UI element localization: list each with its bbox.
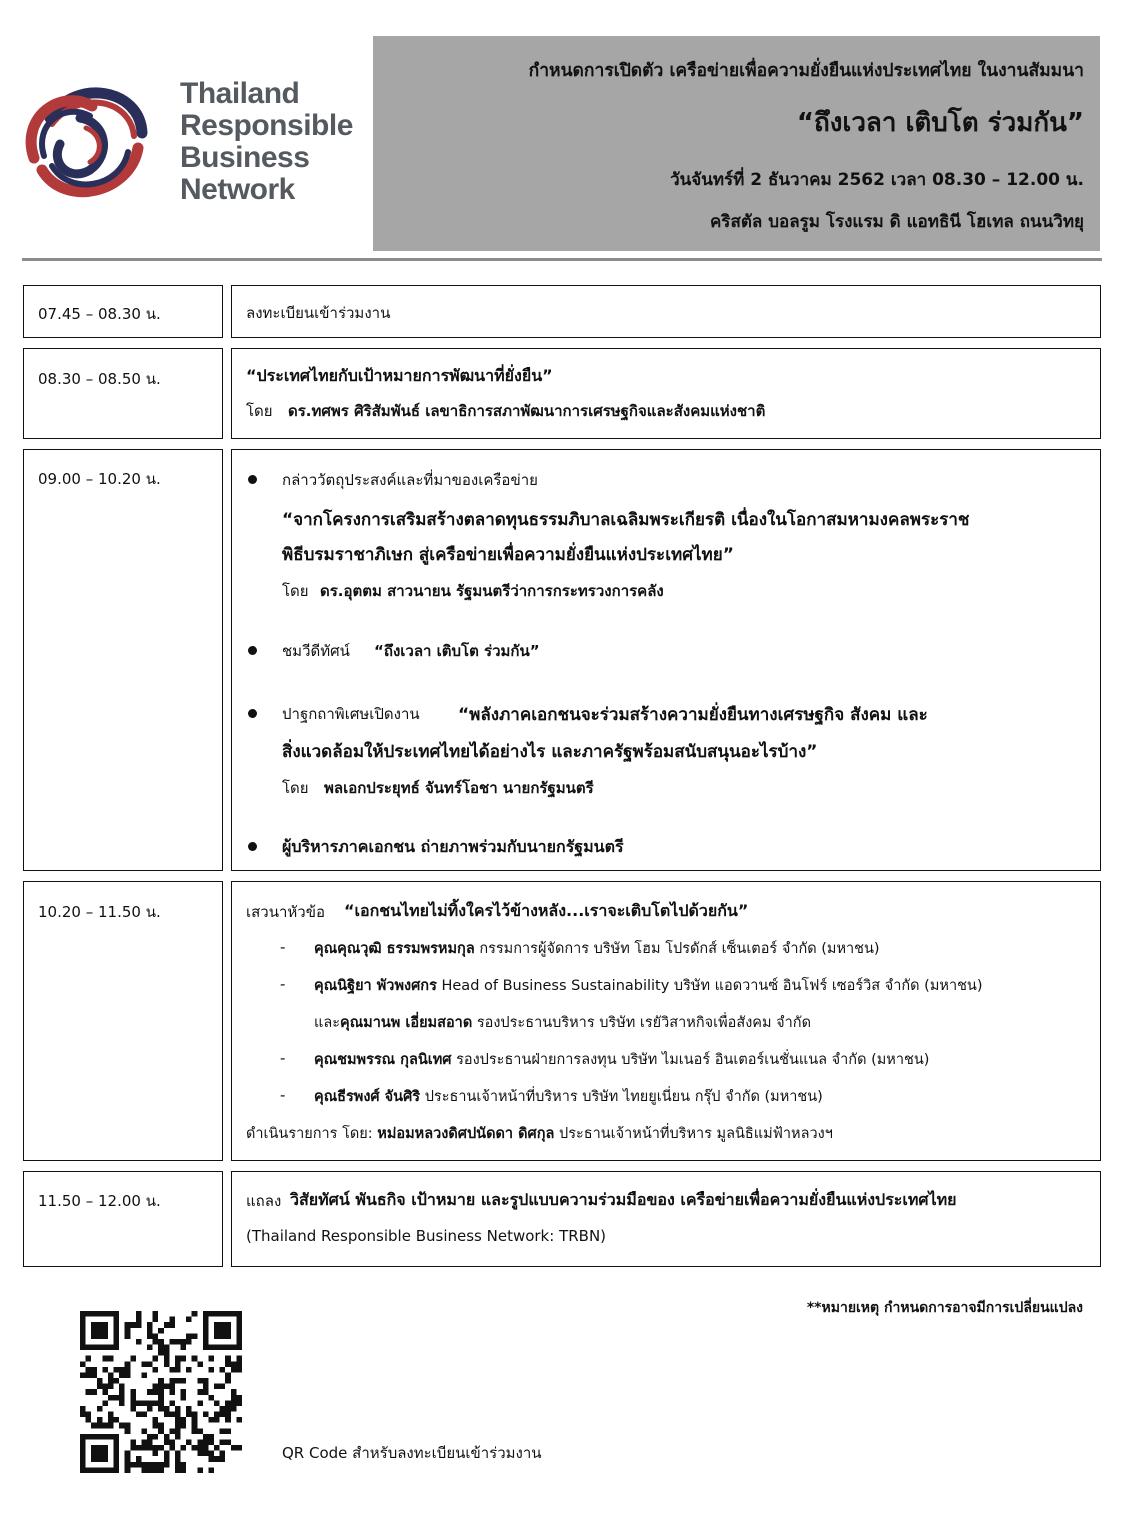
agenda-cell — [231, 348, 1101, 439]
event-venue: คริสตัล บอลรูม โรงแรม ดิ แอทธินี โฮเทล ถนนวิทยุ — [709, 212, 1084, 232]
session-title: “จากโครงการเสริมสร้างตลาดทุนธรรมภิบาลเฉลิมพระเกียรติ เนื่องในโอกาสมหามงคลพระราช — [282, 510, 970, 530]
announce-label: แถลง — [246, 1192, 282, 1210]
by-label: โดย — [282, 779, 309, 797]
moderator-name: หม่อมหลวงดิศปนัดดา ดิศกุล — [377, 1126, 555, 1142]
panelist-name: คุณนิฐิยา พัวพงศกร — [314, 978, 437, 994]
moderator-role: ประธานเจ้าหน้าที่บริหาร มูลนิธิแม่ฟ้าหลวงฯ — [559, 1126, 833, 1142]
qr-caption: QR Code สำหรับลงทะเบียนเข้าร่วมงาน — [282, 1444, 542, 1462]
session-title: วิสัยทัศน์ พันธกิจ เป้าหมาย และรูปแบบความร่วมมือของ เครือข่ายเพื่อความยั่งยืนแห่งประเทศไทย — [290, 1190, 957, 1209]
panel-topic: “เอกชนไทยไม่ทิ้งใครไว้ข้างหลัง...เราจะเติบโตไปด้วยกัน” — [344, 901, 749, 920]
panelist-role: กรรมการผู้จัดการ บริษัท โฮม โปรดักส์ เซ็นเตอร์ จำกัด (มหาชน) — [479, 941, 880, 957]
agenda-cell — [231, 1171, 1101, 1267]
speaker: ดร.อุตตม สาวนายน รัฐมนตรีว่าการกระทรวงการคลัง — [320, 582, 664, 600]
bullet-icon — [248, 842, 257, 851]
time-slot: 08.30 – 08.50 น. — [38, 370, 161, 388]
time-cell — [23, 1171, 223, 1267]
session-title: “ประเทศไทยกับเป้าหมายการพัฒนาที่ยั่งยืน” — [246, 366, 553, 385]
panelist-name: คุณมานพ เอี่ยมสอาด — [340, 1015, 473, 1031]
qr-code-icon[interactable] — [80, 1311, 242, 1473]
moderator — [246, 1122, 833, 1145]
panelist-name: คุณธีรพงศ์ จันศิริ — [314, 1089, 421, 1105]
org-name-line: Responsible — [180, 109, 353, 142]
dash-icon: - — [280, 1049, 286, 1067]
event-header — [373, 36, 1100, 251]
topic-label: เสวนาหัวข้อ — [246, 903, 325, 921]
time-cell — [23, 881, 223, 1161]
session-title: พิธีบรมราชาภิเษก สู่เครือข่ายเพื่อความยั่งยืนแห่งประเทศไทย” — [282, 545, 734, 565]
panelist-name: คุณชมพรรณ กุลนิเทศ — [314, 1052, 452, 1068]
panelist-role: ประธานเจ้าหน้าที่บริหาร บริษัท ไทยยูเนี่ยน กรุ๊ป จำกัด (มหาชน) — [424, 1089, 823, 1105]
event-datetime: วันจันทร์ที่ 2 ธันวาคม 2562 เวลา 08.30 – 12.00 น. — [670, 170, 1084, 190]
panelist — [314, 937, 880, 960]
schedule-note: **หมายเหตุ กำหนดการอาจมีการเปลี่ยนแปลง — [806, 1300, 1083, 1316]
time-cell — [23, 449, 223, 871]
time-slot: 11.50 – 12.00 น. — [38, 1192, 161, 1210]
panelist-prefix: และ — [314, 1015, 341, 1031]
panelist — [314, 1085, 823, 1108]
item-label: กล่าววัตถุประสงค์และที่มาของเครือข่าย — [282, 471, 538, 489]
item-label: ปาฐกถาพิเศษเปิดงาน — [282, 705, 420, 723]
time-cell — [23, 348, 223, 439]
bullet-icon — [248, 646, 257, 655]
item-label: ชมวีดีทัศน์ — [282, 642, 350, 660]
time-cell — [23, 285, 223, 338]
agenda-cell — [231, 881, 1101, 1161]
speaker: พลเอกประยุทธ์ จันทร์โอชา นายกรัฐมนตรี — [324, 779, 594, 797]
speaker: ดร.ทศพร ศิริสัมพันธ์ เลขาธิการสภาพัฒนาการเศรษฐกิจและสังคมแห่งชาติ — [288, 402, 766, 420]
panelist-role: Head of Business Sustainability บริษัท แอดวานซ์ อินโฟร์ เซอร์วิส จำกัด (มหาชน) — [441, 978, 983, 994]
time-slot: 09.00 – 10.20 น. — [38, 470, 161, 488]
panelist — [314, 974, 983, 997]
event-title: “ถึงเวลา เติบโต ร่วมกัน” — [796, 108, 1084, 138]
dash-icon: - — [280, 938, 286, 956]
org-name-line: Network — [180, 173, 295, 206]
panelist — [314, 1011, 811, 1034]
session-subtitle: (Thailand Responsible Business Network: TRBN) — [246, 1227, 607, 1245]
agenda-cell — [231, 449, 1101, 871]
bullet-icon — [248, 475, 257, 484]
trbn-logo-icon — [20, 78, 160, 208]
panelist-role: รองประธานฝ่ายการลงทุน บริษัท ไมเนอร์ อินเตอร์เนชั่นแนล จำกัด (มหาชน) — [456, 1052, 930, 1068]
video-title: “ถึงเวลา เติบโต ร่วมกัน” — [374, 642, 540, 660]
panelist — [314, 1048, 929, 1071]
bullet-icon — [248, 709, 257, 718]
session-title: สิ่งแวดล้อมให้ประเทศไทยได้อย่างไร และภาครัฐพร้อมสนับสนุนอะไรบ้าง” — [282, 742, 818, 762]
header-divider — [22, 258, 1102, 261]
time-slot: 10.20 – 11.50 น. — [38, 903, 161, 921]
agenda-cell — [231, 285, 1101, 338]
moderator-label: ดำเนินรายการ โดย: — [246, 1126, 373, 1142]
agenda-text: ลงทะเบียนเข้าร่วมงาน — [246, 304, 391, 322]
org-name — [180, 78, 353, 206]
panelist-name: คุณคุณวุฒิ ธรรมพรหมกุล — [314, 941, 475, 957]
org-name-line: Thailand — [180, 77, 300, 110]
time-slot: 07.45 – 08.30 น. — [38, 305, 161, 323]
panelist-role: รองประธานบริหาร บริษัท เรยัวิสาหกิจเพื่อสังคม จำกัด — [476, 1015, 811, 1031]
session-title: “พลังภาคเอกชนจะร่วมสร้างความยั่งยืนทางเศรษฐกิจ สังคม และ — [458, 705, 928, 725]
dash-icon: - — [280, 1086, 286, 1104]
by-label: โดย — [282, 582, 309, 600]
org-name-line: Business — [180, 141, 310, 174]
dash-icon: - — [280, 975, 286, 993]
session-title: ผู้บริหารภาคเอกชน ถ่ายภาพร่วมกับนายกรัฐมนตรี — [282, 837, 624, 856]
event-announcement: กำหนดการเปิดตัว เครือข่ายเพื่อความยั่งยืนแห่งประเทศไทย ในงานสัมมนา — [528, 61, 1084, 81]
by-label: โดย — [246, 402, 273, 420]
